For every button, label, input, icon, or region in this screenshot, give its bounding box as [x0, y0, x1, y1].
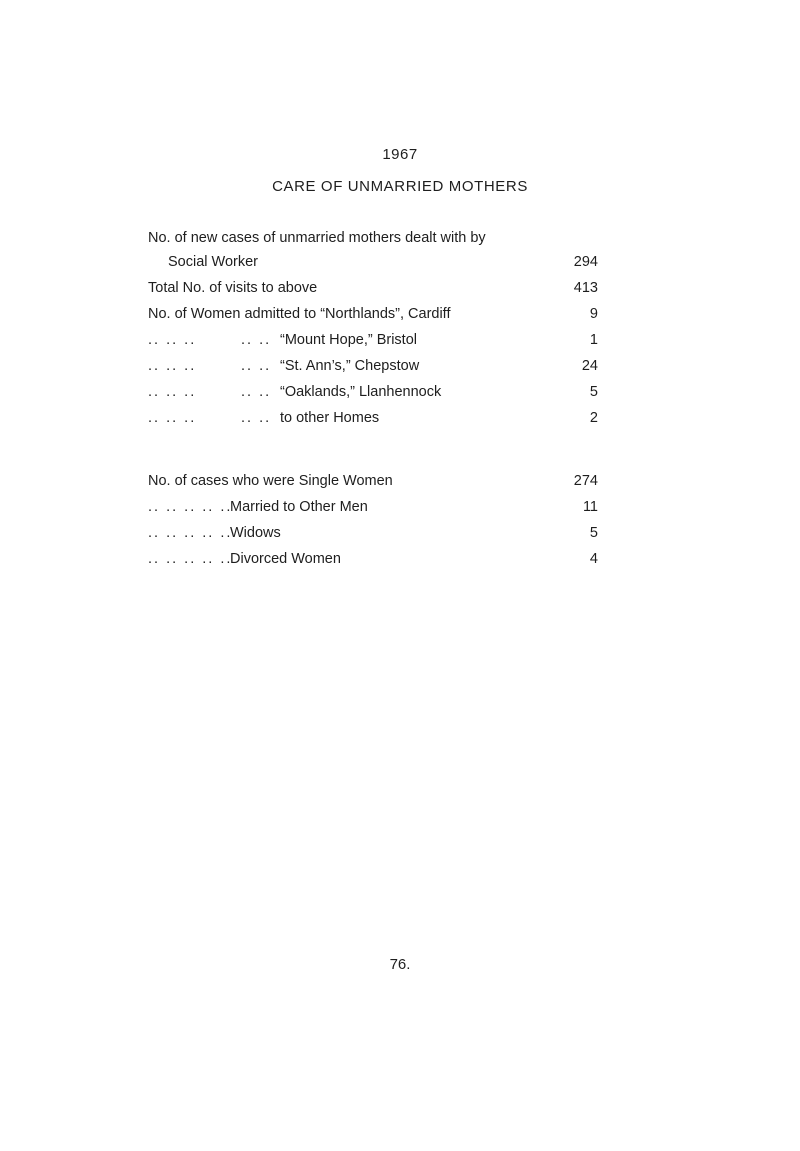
- ditto-marks: .. ..: [241, 384, 272, 400]
- ditto-marks: .. .. .. .. ..: [148, 525, 233, 541]
- row-label: No. of cases who were Single Women: [148, 473, 393, 489]
- table-row: [148, 277, 598, 299]
- document-year: 1967: [382, 146, 418, 163]
- row-value: 413: [573, 280, 598, 296]
- table-row: [148, 227, 598, 249]
- table-row: [148, 407, 598, 429]
- row-label: Divorced Women: [230, 551, 341, 567]
- row-value: 274: [573, 473, 598, 489]
- row-label: to other Homes: [280, 410, 380, 426]
- row-label: “St. Ann’s,” Chepstow: [280, 358, 420, 374]
- row-value: 11: [582, 499, 598, 515]
- row-value: 24: [581, 358, 598, 374]
- row-value: 5: [589, 384, 598, 400]
- row-value: 294: [573, 254, 598, 270]
- row-label: “Mount Hope,” Bristol: [280, 332, 417, 348]
- row-value: 4: [589, 551, 598, 567]
- table-row: [148, 381, 598, 403]
- row-value: 1: [589, 332, 598, 348]
- page-number: 76.: [389, 956, 411, 973]
- row-value: 9: [589, 306, 598, 322]
- ditto-marks: .. .. ..: [148, 410, 197, 426]
- row-label: Total No. of visits to above: [148, 280, 318, 296]
- row-label: Social Worker: [168, 254, 258, 270]
- table-row: [148, 355, 598, 377]
- row-label: No. of Women admitted to “Northlands”, Cardiff: [148, 306, 451, 322]
- table-row: [148, 303, 598, 325]
- ditto-marks: .. ..: [241, 332, 272, 348]
- document-title: CARE OF UNMARRIED MOTHERS: [272, 178, 528, 195]
- table-row: [148, 522, 598, 544]
- row-label: Widows: [230, 525, 281, 541]
- row-label: “Oaklands,” Llanhennock: [280, 384, 442, 400]
- ditto-marks: .. ..: [241, 358, 272, 374]
- table-row: [148, 548, 598, 570]
- table-row: [148, 470, 598, 492]
- row-value: 5: [589, 525, 598, 541]
- ditto-marks: .. .. ..: [148, 332, 197, 348]
- row-label: Married to Other Men: [230, 499, 368, 515]
- table-row: [148, 329, 598, 351]
- row-value: 2: [589, 410, 598, 426]
- row-label: No. of new cases of unmarried mothers dealt with by: [148, 230, 486, 246]
- ditto-marks: .. .. .. .. ..: [148, 499, 233, 515]
- ditto-marks: .. .. ..: [148, 384, 197, 400]
- ditto-marks: .. .. ..: [148, 358, 197, 374]
- ditto-marks: .. .. .. .. ..: [148, 551, 233, 567]
- ditto-marks: .. ..: [241, 410, 272, 426]
- table-row: [148, 496, 598, 518]
- table-row: [148, 251, 598, 273]
